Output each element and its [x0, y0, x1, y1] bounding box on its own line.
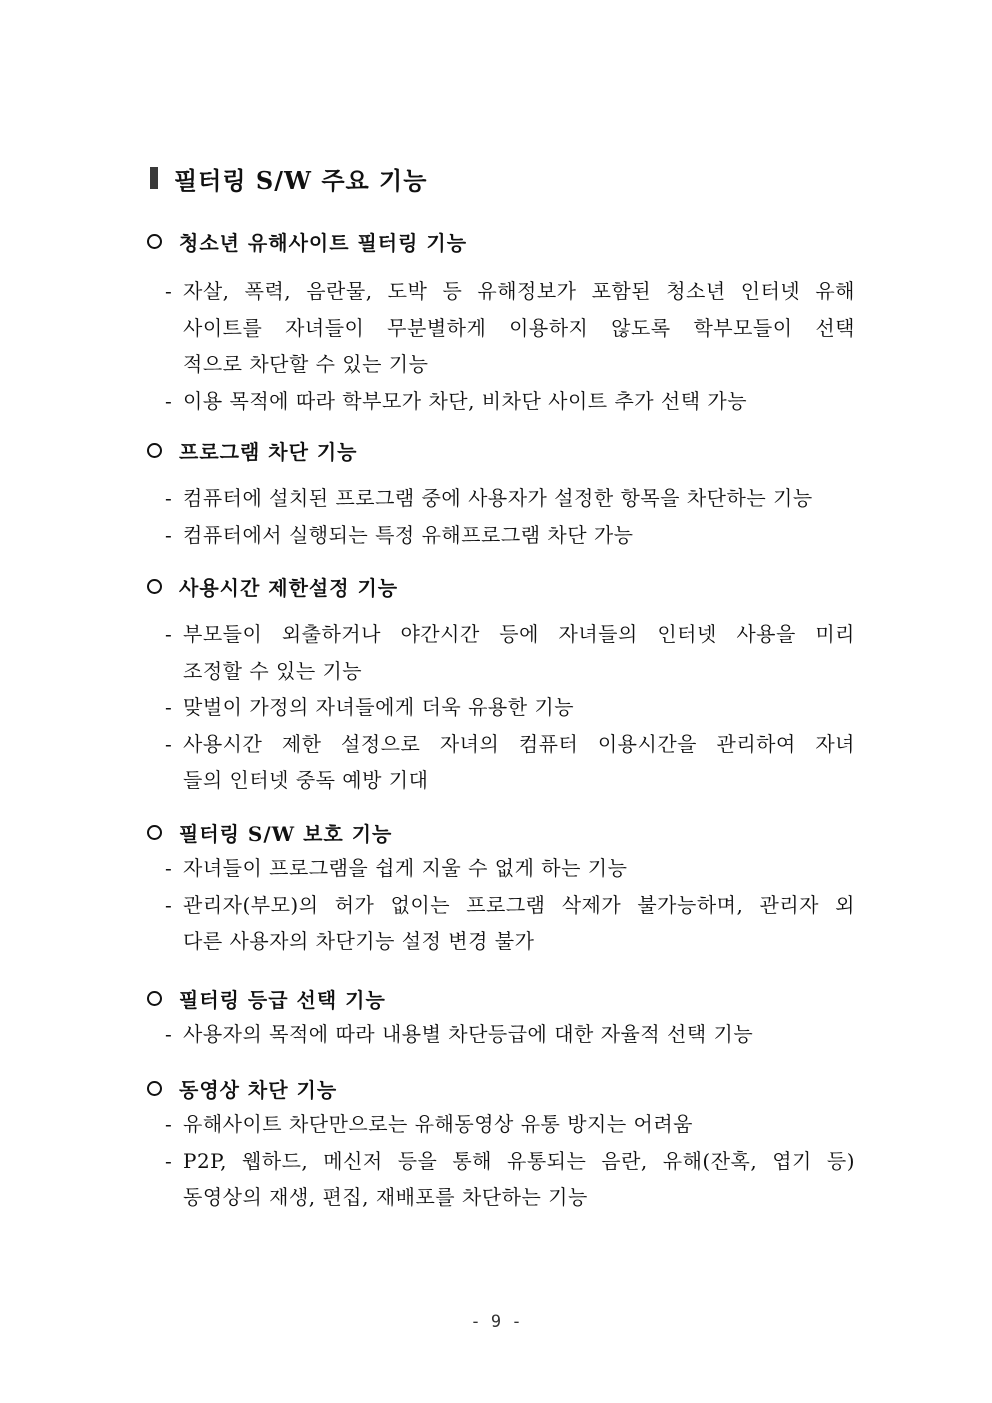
- item-line: 조정할 수 있는 기능: [183, 658, 363, 683]
- item-line: 이용 목적에 따라 학부모가 차단, 비차단 사이트 추가 선택 가능: [183, 388, 748, 413]
- item-line: 들의 인터넷 중독 예방 기대: [183, 768, 429, 792]
- section-heading-text: 필터링 S/W 보호 기능: [179, 821, 393, 846]
- section-heading-text: 필터링 등급 선택 기능: [179, 987, 386, 1012]
- list-item: [145, 480, 855, 517]
- item-line: 자살, 폭력, 음란물, 도박 등 유해정보가 포함된 청소년 인터넷 유해: [183, 279, 855, 303]
- dash-bullet: -: [165, 695, 173, 719]
- list-item: [145, 273, 855, 383]
- section-filtering-sw-protection: [145, 814, 855, 960]
- item-line: 유해사이트 차단만으로는 유해동영상 유통 방지는 어려움: [183, 1112, 693, 1136]
- dash-bullet: -: [165, 622, 173, 646]
- list-item: [145, 850, 855, 887]
- section-video-blocking: [145, 1070, 855, 1216]
- item-line: 사이트를 자녀들이 무분별하게 이용하지 않도록 학부모들이 선택: [183, 315, 855, 340]
- item-line: 자녀들이 프로그램을 쉽게 지울 수 없게 하는 기능: [183, 856, 628, 880]
- page-number: - 9 -: [470, 1312, 522, 1332]
- dash-bullet: -: [165, 1112, 173, 1136]
- list-item: [145, 383, 855, 420]
- list-item: [145, 887, 855, 960]
- item-line: 사용자의 목적에 따라 내용별 차단등급에 대한 자율적 선택 기능: [183, 1022, 754, 1046]
- section-program-blocking: [145, 432, 855, 553]
- circle-bullet-icon: [147, 825, 162, 840]
- item-line: 사용시간 제한 설정으로 자녀의 컴퓨터 이용시간을 관리하여 자녀: [183, 731, 855, 756]
- dash-bullet: -: [165, 388, 173, 413]
- list-item: [145, 689, 855, 726]
- circle-bullet-icon: [147, 234, 162, 249]
- dash-bullet: -: [165, 279, 173, 303]
- list-item: [145, 616, 855, 689]
- section-heading: [145, 432, 855, 468]
- page-title: [150, 158, 427, 198]
- dash-bullet: -: [165, 731, 173, 756]
- page-title-text: 필터링 S/W 주요 기능: [174, 165, 428, 195]
- section-heading-text: 프로그램 차단 기능: [179, 439, 358, 464]
- dash-bullet: -: [165, 486, 173, 510]
- dash-bullet: -: [165, 1148, 173, 1173]
- circle-bullet-icon: [147, 1081, 162, 1096]
- list-item: [145, 1106, 855, 1143]
- section-heading: [145, 1070, 855, 1106]
- list-item: [145, 1016, 855, 1053]
- list-item: [145, 726, 855, 799]
- item-line: 관리자(부모)의 허가 없이는 프로그램 삭제가 불가능하며, 관리자 외: [183, 892, 855, 917]
- item-line: 부모들이 외출하거나 야간시간 등에 자녀들의 인터넷 사용을 미리: [183, 622, 855, 646]
- item-line: 컴퓨터에서 실행되는 특정 유해프로그램 차단 가능: [183, 522, 634, 547]
- item-line: 컴퓨터에 설치된 프로그램 중에 사용자가 설정한 항목을 차단하는 기능: [183, 486, 813, 510]
- circle-bullet-icon: [147, 991, 162, 1006]
- section-heading: [145, 568, 855, 604]
- item-line: 적으로 차단할 수 있는 기능: [183, 352, 429, 376]
- title-bar-marker: [150, 167, 158, 189]
- circle-bullet-icon: [147, 443, 162, 458]
- circle-bullet-icon: [147, 579, 162, 594]
- section-heading-text: 동영상 차단 기능: [179, 1077, 338, 1102]
- section-heading: [145, 814, 855, 850]
- item-line: 동영상의 재생, 편집, 재배포를 차단하는 기능: [183, 1185, 588, 1209]
- dash-bullet: -: [165, 1022, 173, 1046]
- dash-bullet: -: [165, 892, 173, 917]
- list-item: [145, 1143, 855, 1216]
- item-line: 다른 사용자의 차단기능 설정 변경 불가: [183, 929, 535, 953]
- item-line: 맞벌이 가정의 자녀들에게 더욱 유용한 기능: [183, 695, 575, 719]
- section-usage-time-limit: [145, 568, 855, 799]
- section-heading-text: 사용시간 제한설정 기능: [179, 575, 399, 600]
- dash-bullet: -: [165, 856, 173, 880]
- dash-bullet: -: [165, 522, 173, 547]
- section-heading: [145, 223, 855, 259]
- item-line: P2P, 웹하드, 메신저 등을 통해 유통되는 음란, 유해(잔혹, 엽기 등): [183, 1148, 855, 1173]
- section-heading-text: 청소년 유해사이트 필터링 기능: [179, 230, 468, 255]
- section-heading: [145, 980, 855, 1016]
- section-filtering-grade-selection: [145, 980, 855, 1053]
- list-item: [145, 517, 855, 554]
- section-youth-harmful-site-filtering: [145, 223, 855, 419]
